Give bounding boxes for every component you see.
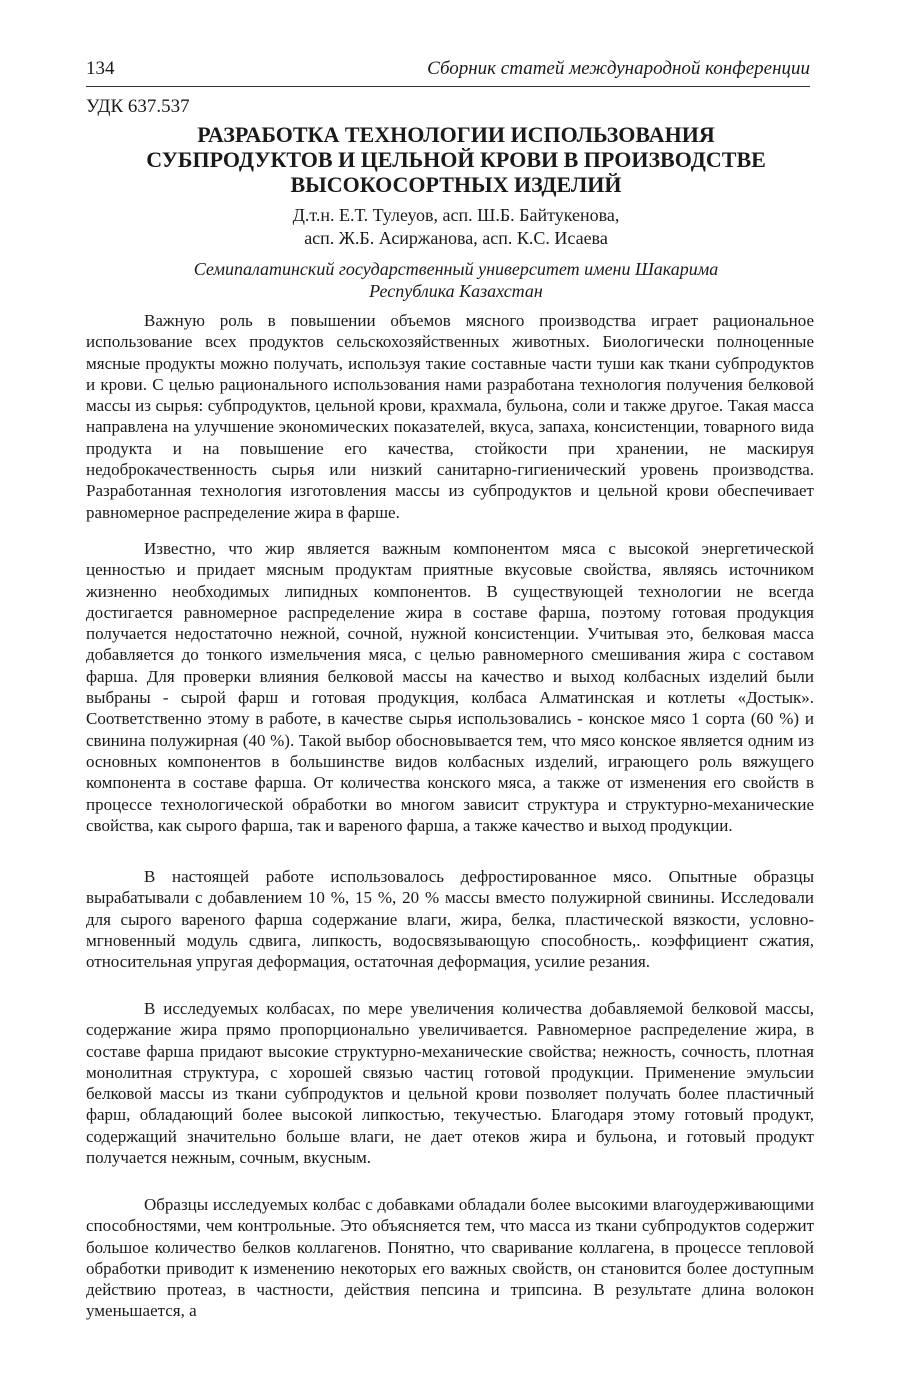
affiliation-line-2: Республика Казахстан xyxy=(369,281,543,301)
title-line-3: ВЫСОКОСОРТНЫХ ИЗДЕЛИЙ xyxy=(290,172,622,197)
title-line-2: СУБПРОДУКТОВ И ЦЕЛЬНОЙ КРОВИ В ПРОИЗВОДСТВЕ xyxy=(146,147,766,172)
authors-line-1: Д.т.н. Е.Т. Тулеуов, асп. Ш.Б. Байтукенова, xyxy=(292,205,620,225)
body-paragraph-5: Образцы исследуемых колбас с добавками обладали более высокими влагоудерживающими способностями, чем контрольные. Это объясняется тем, что масса из ткани субпродуктов содержит большое количество белков коллагенов. Понятно, что сваривание коллагена, в процессе тепловой обработки приводит к изменению некоторых его важных свойств, он становится более доступным действию протеаз, в частности, действия пепсина и трипсина. В результате длина волокон уменьшается, а xyxy=(86,1195,814,1321)
body-paragraph-4: В исследуемых колбасах, по мере увеличения количества добавляемой белковой массы, содержание жира прямо пропорционально увеличивается. Равномерное распределение жира, в составе фарша придают высокие структурно-механические свойства; нежность, сочность, плотная монолитная структура, с хорошей связью частиц готовой продукции. Применение эмульсии белковой массы из ткани субпродуктов и цельной крови позволяет получать более пластичный фарш, обладающий более высокой липкостью, текучестью. Благодаря этому готовый продукт, содержащий значительно больше влаги, не дает отеков жира и бульона, и готовый продукт получается нежным, сочным, вкусным. xyxy=(86,999,814,1168)
author-list xyxy=(86,204,826,250)
running-header xyxy=(86,56,810,87)
page-number: 134 xyxy=(86,58,115,79)
authors-line-2: асп. Ж.Б. Асиржанова, асп. К.С. Исаева xyxy=(304,228,608,248)
running-head-title: Сборник статей международной конференции xyxy=(427,58,810,79)
affiliation xyxy=(86,258,826,302)
affiliation-line-1: Семипалатинский государственный университет имени Шакарима xyxy=(193,259,719,279)
body-paragraph-2: Известно, что жир является важным компонентом мяса с высокой энергетической ценностью и придает мясным продуктам приятные вкусовые свойства, являясь источником жизненно необходимых липидных компонентов. В существующей технологии не всегда достигается равномерное распределение жира в составе фарша, поэтому готовая продукция получается недостаточно нежной, сочной, нужной консистенции. Учитывая это, белковая масса добавляется до тонкого измельчения мяса, с целью равномерного смешивания жира с составом фарша. Для проверки влияния белковой массы на качество и выход колбасных изделий были выбраны - сырой фарш и готовая продукция, колбаса Алматинская и котлеты «Достык». Соответственно этому в работе, в качестве сырья использовались - конское мясо 1 сорта (60 %) и свинина полужирная (40 %). Такой выбор обосновывается тем, что мясо конское является одним из основных компонентов в большинстве видов колбасных изделий, играющего роль вяжущего компонента в составе фарша. От количества конского мяса, а также от изменения его свойств в процессе технологической обработки во многом зависит структура и структурно-механические свойства, как сырого фарша, так и вареного фарша, а также качество и выход продукции. xyxy=(86,539,814,835)
body-paragraph-3: В настоящей работе использовалось дефростированное мясо. Опытные образцы вырабатывали с добавлением 10 %, 15 %, 20 % массы вместо полужирной свинины. Исследовали для сырого вареного фарша содержание влаги, жира, белка, пластической вязкости, условно-мгновенный модуль сдвига, липкость, водосвязывающую способность,. коэффициент сжатия, относительная упругая деформация, остаточная деформация, усилие резания. xyxy=(86,867,814,972)
body-paragraph-1: Важную роль в повышении объемов мясного производства играет рациональное использование всех продуктов сельскохозяйственных животных. Биологически полноценные мясные продукты можно получать, используя такие составные части туши как ткани субпродуктов и крови. С целью рационального использования нами разработана технология получения белковой массы из сырья: субпродуктов, цельной крови, крахмала, бульона, соли и также другое. Такая масса направлена на улучшение экономических показателей, вкуса, запаха, консистенции, товарного вида продукта и на повышение его качества, стойкости при хранении, не маскируя недоброкачественность сырья или низкий санитарно-гигиенический уровень производства. Разработанная технология изготовления массы из субпродуктов и цельной крови обеспечивает равномерное распределение жира в фарше. xyxy=(86,311,814,522)
title-line-1: РАЗРАБОТКА ТЕХНОЛОГИИ ИСПОЛЬЗОВАНИЯ xyxy=(197,122,715,147)
udk-code: УДК 637.537 xyxy=(86,96,190,117)
article-title xyxy=(86,122,826,197)
